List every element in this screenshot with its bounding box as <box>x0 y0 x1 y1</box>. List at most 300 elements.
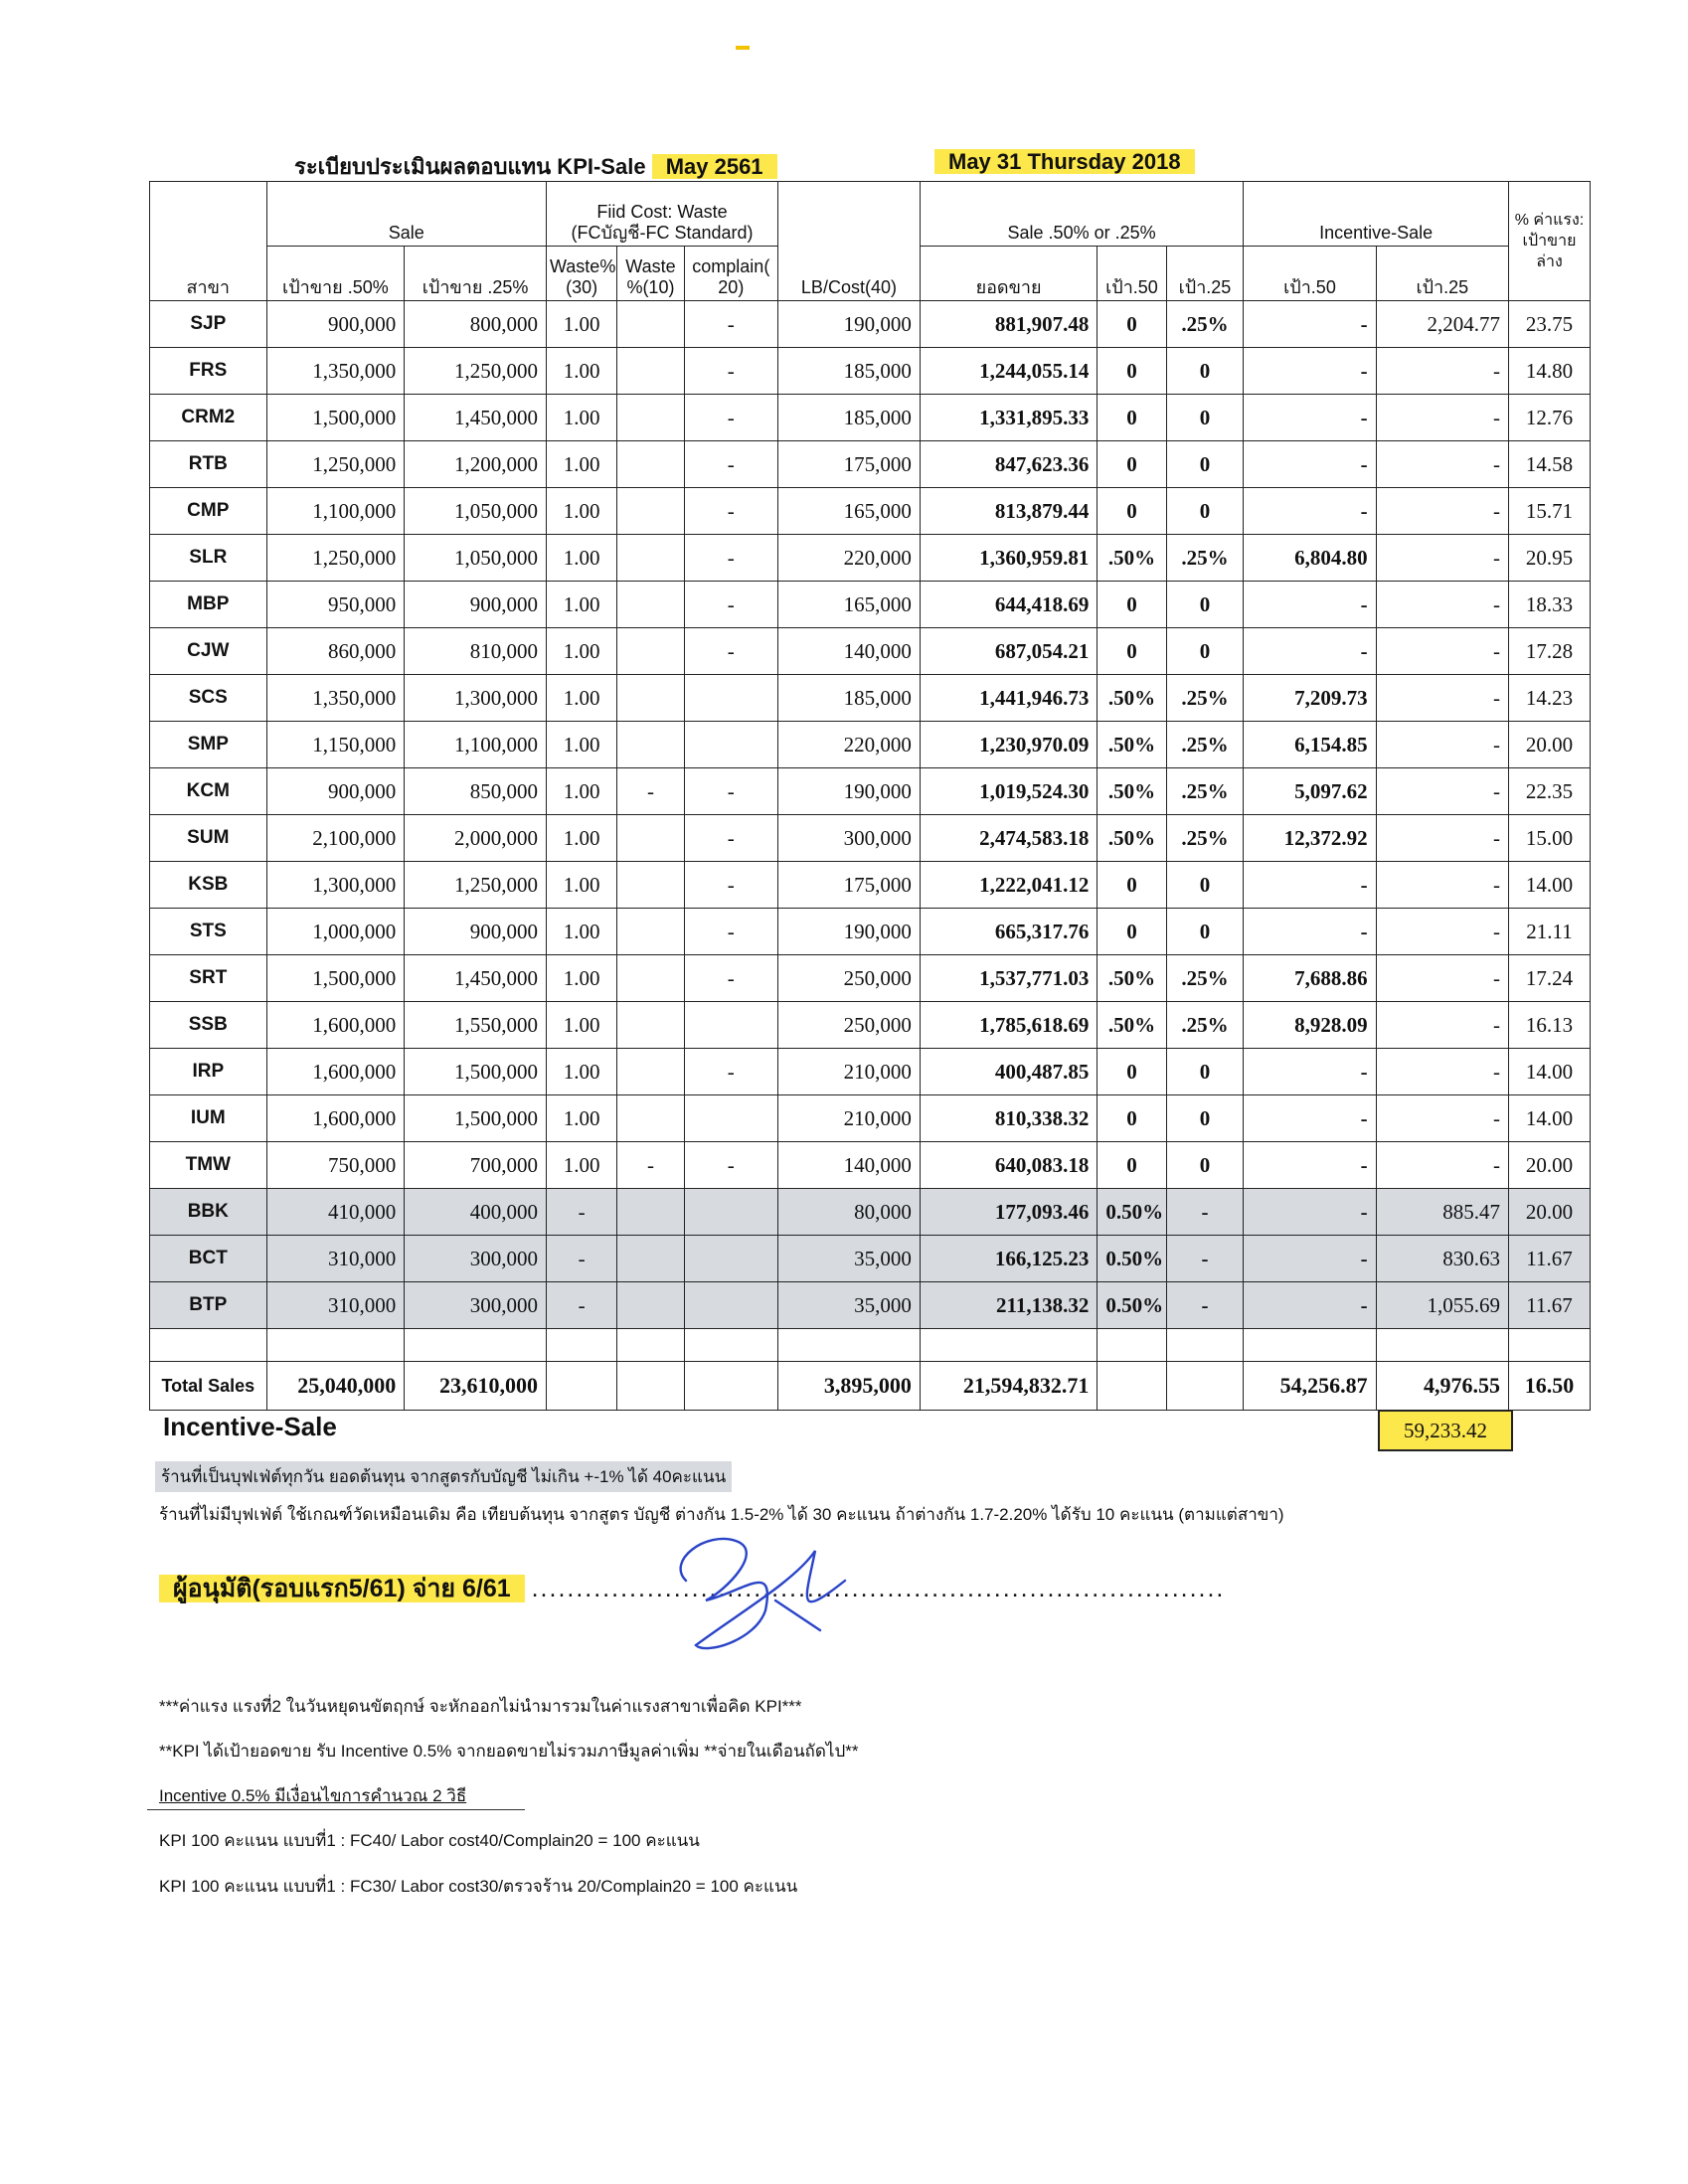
cell-waste-10 <box>617 1282 684 1329</box>
cell-target-50: 950,000 <box>266 582 405 628</box>
cell-inc-25: - <box>1376 628 1508 675</box>
cell-inc-25: 885.47 <box>1376 1189 1508 1236</box>
cell-branch: SMP <box>150 722 267 768</box>
blank-cell <box>920 1329 1097 1362</box>
cell-target-25: 850,000 <box>405 768 547 815</box>
cell-inc-50: - <box>1244 348 1376 395</box>
cell-waste-10: - <box>617 768 684 815</box>
cell-inc-25: - <box>1376 488 1508 535</box>
cell-branch: BBK <box>150 1189 267 1236</box>
table-row <box>150 441 1591 488</box>
page-title <box>294 149 777 184</box>
approver-label: ผู้อนุมัติ(รอบแรก5/61) จ่าย 6/61 <box>159 1575 525 1602</box>
cell-inc-25: - <box>1376 909 1508 955</box>
blank-cell <box>150 1329 267 1362</box>
cell-inc-25: - <box>1376 535 1508 582</box>
cell-target-50: 900,000 <box>266 301 405 348</box>
cell-pct-25: - <box>1166 1236 1244 1282</box>
blank-cell <box>1509 1329 1591 1362</box>
cell-pct-25: .25% <box>1166 1002 1244 1049</box>
cell-target-50: 1,350,000 <box>266 348 405 395</box>
cell-pct-25: .25% <box>1166 768 1244 815</box>
cell-pct-50: .50% <box>1097 955 1166 1002</box>
table-row <box>150 1189 1591 1236</box>
blank-cell <box>1166 1329 1244 1362</box>
cell-waste-10 <box>617 909 684 955</box>
cell-pct-50: .50% <box>1097 1002 1166 1049</box>
cell-inc-50: - <box>1244 909 1376 955</box>
hdr-sales: ยอดขาย <box>920 247 1097 301</box>
cell-inc-50: - <box>1244 1282 1376 1329</box>
cell-pct-50: 0 <box>1097 1142 1166 1189</box>
cell-inc-50: 5,097.62 <box>1244 768 1376 815</box>
cell-inc-50: - <box>1244 582 1376 628</box>
cell-waste-30: 1.00 <box>546 909 616 955</box>
cell-waste-10 <box>617 395 684 441</box>
cell-waste-30: 1.00 <box>546 722 616 768</box>
total-label: Total Sales <box>150 1362 267 1411</box>
cell-target-25: 1,250,000 <box>405 348 547 395</box>
cell-complain: - <box>684 1049 778 1095</box>
hdr-waste-10-l1: Waste <box>625 256 676 276</box>
cell-lb-cost: 185,000 <box>778 395 921 441</box>
cell-branch: BCT <box>150 1236 267 1282</box>
kpi-table-body <box>150 301 1591 1329</box>
cell-branch: SRT <box>150 955 267 1002</box>
cell-labor-pct: 21.11 <box>1509 909 1591 955</box>
title-date-text: May 31 Thursday 2018 <box>934 149 1195 174</box>
cell-waste-30: 1.00 <box>546 768 616 815</box>
cell-lb-cost: 190,000 <box>778 909 921 955</box>
cell-waste-30: 1.00 <box>546 1095 616 1142</box>
cell-complain: - <box>684 1142 778 1189</box>
table-row <box>150 675 1591 722</box>
cell-target-50: 2,100,000 <box>266 815 405 862</box>
cell-lb-cost: 140,000 <box>778 628 921 675</box>
note-method-2: KPI 100 คะแนน แบบที่1 : FC30/ Labor cost30/ตรวจร้าน 20/Complain20 = 100 คะแนน <box>159 1877 798 1896</box>
cell-target-50: 860,000 <box>266 628 405 675</box>
cell-labor-pct: 11.67 <box>1509 1236 1591 1282</box>
cell-lb-cost: 185,000 <box>778 348 921 395</box>
cell-target-25: 1,250,000 <box>405 862 547 909</box>
hdr-food-cost-line1: Fiid Cost: Waste <box>596 202 728 222</box>
blank-cell <box>405 1329 547 1362</box>
cell-target-25: 1,100,000 <box>405 722 547 768</box>
cell-labor-pct: 14.58 <box>1509 441 1591 488</box>
cell-sales: 1,222,041.12 <box>920 862 1097 909</box>
hdr-labor-pct: % ค่าแรง: เป้าขาย ล่าง <box>1509 182 1591 301</box>
table-row <box>150 768 1591 815</box>
cell-waste-10 <box>617 1236 684 1282</box>
cell-inc-50: - <box>1244 488 1376 535</box>
cell-sales: 1,331,895.33 <box>920 395 1097 441</box>
cell-lb-cost: 210,000 <box>778 1049 921 1095</box>
cell-waste-10 <box>617 488 684 535</box>
cell-branch: SLR <box>150 535 267 582</box>
cell-pct-25: - <box>1166 1189 1244 1236</box>
cell-complain: - <box>684 582 778 628</box>
cell-pct-50: .50% <box>1097 722 1166 768</box>
cell-inc-25: - <box>1376 395 1508 441</box>
cell-waste-30: 1.00 <box>546 955 616 1002</box>
cell-waste-30: 1.00 <box>546 348 616 395</box>
cell-sales: 400,487.85 <box>920 1049 1097 1095</box>
cell-target-25: 1,050,000 <box>405 535 547 582</box>
cell-labor-pct: 20.00 <box>1509 1142 1591 1189</box>
cell-waste-10 <box>617 441 684 488</box>
cell-pct-50: 0.50% <box>1097 1236 1166 1282</box>
total-inc-25: 4,976.55 <box>1376 1362 1508 1411</box>
cell-waste-10 <box>617 1049 684 1095</box>
cell-inc-50: 12,372.92 <box>1244 815 1376 862</box>
hdr-waste-30-l2: (30) <box>566 277 598 297</box>
cell-inc-25: - <box>1376 815 1508 862</box>
cell-complain: - <box>684 301 778 348</box>
cell-waste-10 <box>617 348 684 395</box>
blank-cell <box>617 1329 684 1362</box>
incentive-total: 59,233.42 <box>1378 1410 1513 1451</box>
cell-inc-25: - <box>1376 1095 1508 1142</box>
total-empty <box>684 1362 778 1411</box>
cell-inc-25: 1,055.69 <box>1376 1282 1508 1329</box>
divider <box>147 1809 525 1810</box>
cell-branch: BTP <box>150 1282 267 1329</box>
hdr-waste-10-l2: %(10) <box>626 277 675 297</box>
cell-waste-30: - <box>546 1236 616 1282</box>
cell-branch: SUM <box>150 815 267 862</box>
cell-lb-cost: 190,000 <box>778 301 921 348</box>
hdr-branch: สาขา <box>150 247 267 301</box>
cell-branch: RTB <box>150 441 267 488</box>
total-target-50: 25,040,000 <box>266 1362 405 1411</box>
cell-waste-30: 1.00 <box>546 395 616 441</box>
cell-waste-30: 1.00 <box>546 815 616 862</box>
total-empty <box>1097 1362 1166 1411</box>
cell-labor-pct: 14.00 <box>1509 1049 1591 1095</box>
table-row <box>150 1095 1591 1142</box>
cell-sales: 813,879.44 <box>920 488 1097 535</box>
title-month: May 2561 <box>652 154 777 179</box>
cell-pct-25: 0 <box>1166 348 1244 395</box>
cell-lb-cost: 250,000 <box>778 955 921 1002</box>
cell-labor-pct: 20.95 <box>1509 535 1591 582</box>
cell-waste-30: 1.00 <box>546 628 616 675</box>
cell-waste-30: 1.00 <box>546 675 616 722</box>
cell-lb-cost: 140,000 <box>778 1142 921 1189</box>
cell-pct-50: 0 <box>1097 395 1166 441</box>
cell-complain: - <box>684 815 778 862</box>
cell-pct-50: .50% <box>1097 535 1166 582</box>
blank-row <box>150 1329 1591 1362</box>
hdr-waste-30 <box>546 247 616 301</box>
cell-inc-25: 2,204.77 <box>1376 301 1508 348</box>
cell-target-50: 1,500,000 <box>266 955 405 1002</box>
cell-branch: SSB <box>150 1002 267 1049</box>
cell-pct-25: 0 <box>1166 441 1244 488</box>
cell-sales: 1,785,618.69 <box>920 1002 1097 1049</box>
cell-branch: SCS <box>150 675 267 722</box>
stray-mark <box>736 46 750 50</box>
cell-lb-cost: 80,000 <box>778 1189 921 1236</box>
cell-branch: CJW <box>150 628 267 675</box>
blank-cell <box>546 1329 616 1362</box>
table-row <box>150 582 1591 628</box>
note-buffet: ร้านที่เป็นบุฟเฟ่ต์ทุกวัน ยอดต้นทุน จากสูตรกับบัญชี ไม่เกิน +-1% ได้ 40คะแนน <box>155 1461 732 1492</box>
cell-target-50: 410,000 <box>266 1189 405 1236</box>
hdr-waste-30-l1: Waste% <box>549 256 616 276</box>
table-row <box>150 1049 1591 1095</box>
hdr-target-50: เป้าขาย .50% <box>266 247 405 301</box>
cell-branch: CRM2 <box>150 395 267 441</box>
cell-waste-10 <box>617 582 684 628</box>
total-lb-cost: 3,895,000 <box>778 1362 921 1411</box>
cell-waste-30: - <box>546 1189 616 1236</box>
cell-complain <box>684 1236 778 1282</box>
cell-complain: - <box>684 348 778 395</box>
cell-complain <box>684 1095 778 1142</box>
cell-target-50: 1,000,000 <box>266 909 405 955</box>
cell-inc-50: - <box>1244 441 1376 488</box>
cell-sales: 166,125.23 <box>920 1236 1097 1282</box>
cell-pct-50: .50% <box>1097 815 1166 862</box>
cell-target-50: 1,100,000 <box>266 488 405 535</box>
cell-target-50: 310,000 <box>266 1282 405 1329</box>
cell-pct-25: 0 <box>1166 862 1244 909</box>
cell-pct-25: .25% <box>1166 675 1244 722</box>
table-row <box>150 1282 1591 1329</box>
cell-pct-25: 0 <box>1166 1049 1244 1095</box>
cell-target-25: 1,450,000 <box>405 395 547 441</box>
cell-waste-30: 1.00 <box>546 1002 616 1049</box>
cell-sales: 1,244,055.14 <box>920 348 1097 395</box>
cell-target-25: 1,500,000 <box>405 1095 547 1142</box>
cell-waste-30: 1.00 <box>546 582 616 628</box>
cell-inc-25: - <box>1376 1002 1508 1049</box>
cell-inc-50: - <box>1244 628 1376 675</box>
hdr-waste-10 <box>617 247 684 301</box>
cell-inc-50: - <box>1244 1236 1376 1282</box>
cell-complain <box>684 1002 778 1049</box>
table-row <box>150 955 1591 1002</box>
note-method-1: KPI 100 คะแนน แบบที่1 : FC40/ Labor cost40/Complain20 = 100 คะแนน <box>159 1831 700 1850</box>
incentive-label: Incentive-Sale <box>163 1412 337 1441</box>
hdr-pct-50: เป้า.50 <box>1097 247 1166 301</box>
cell-target-50: 1,300,000 <box>266 862 405 909</box>
cell-complain: - <box>684 441 778 488</box>
cell-waste-10 <box>617 628 684 675</box>
cell-inc-50: 8,928.09 <box>1244 1002 1376 1049</box>
cell-complain <box>684 1189 778 1236</box>
cell-sales: 644,418.69 <box>920 582 1097 628</box>
cell-branch: IRP <box>150 1049 267 1095</box>
cell-waste-10 <box>617 815 684 862</box>
cell-inc-50: - <box>1244 1049 1376 1095</box>
cell-complain <box>684 1282 778 1329</box>
cell-target-25: 810,000 <box>405 628 547 675</box>
hdr-food-cost-group <box>546 182 777 247</box>
table-row <box>150 535 1591 582</box>
cell-lb-cost: 300,000 <box>778 815 921 862</box>
hdr-sale-pct-group: Sale .50% or .25% <box>920 182 1243 247</box>
cell-pct-25: 0 <box>1166 1142 1244 1189</box>
cell-waste-10 <box>617 675 684 722</box>
cell-labor-pct: 17.28 <box>1509 628 1591 675</box>
cell-inc-25: - <box>1376 722 1508 768</box>
hdr-complain-l1: complain( <box>692 256 770 276</box>
cell-target-25: 700,000 <box>405 1142 547 1189</box>
cell-inc-25: - <box>1376 675 1508 722</box>
cell-waste-10: - <box>617 1142 684 1189</box>
title-date <box>934 149 1195 175</box>
cell-lb-cost: 190,000 <box>778 768 921 815</box>
cell-complain: - <box>684 395 778 441</box>
note-kpi-incentive: **KPI ได้เป้ายอดขาย รับ Incentive 0.5% จากยอดขายไม่รวมภาษีมูลค่าเพิ่ม **จ่ายในเดือนถัดไป** <box>159 1742 859 1761</box>
total-empty <box>1166 1362 1244 1411</box>
cell-complain: - <box>684 488 778 535</box>
cell-labor-pct: 20.00 <box>1509 722 1591 768</box>
cell-branch: SJP <box>150 301 267 348</box>
total-empty <box>617 1362 684 1411</box>
hdr-branch-top <box>150 182 267 247</box>
cell-lb-cost: 35,000 <box>778 1282 921 1329</box>
cell-target-25: 800,000 <box>405 301 547 348</box>
cell-pct-25: 0 <box>1166 488 1244 535</box>
cell-lb-cost: 165,000 <box>778 582 921 628</box>
cell-waste-10 <box>617 301 684 348</box>
cell-pct-50: 0 <box>1097 582 1166 628</box>
cell-branch: IUM <box>150 1095 267 1142</box>
cell-inc-25: - <box>1376 348 1508 395</box>
signature-image <box>646 1521 905 1660</box>
table-row <box>150 909 1591 955</box>
cell-pct-50: 0 <box>1097 1049 1166 1095</box>
cell-sales: 177,093.46 <box>920 1189 1097 1236</box>
cell-pct-50: 0 <box>1097 348 1166 395</box>
cell-target-50: 1,250,000 <box>266 441 405 488</box>
cell-labor-pct: 15.71 <box>1509 488 1591 535</box>
cell-lb-cost: 35,000 <box>778 1236 921 1282</box>
cell-target-25: 300,000 <box>405 1236 547 1282</box>
table-row <box>150 1002 1591 1049</box>
cell-pct-25: 0 <box>1166 1095 1244 1142</box>
table-row <box>150 1142 1591 1189</box>
cell-labor-pct: 15.00 <box>1509 815 1591 862</box>
blank-cell <box>1097 1329 1166 1362</box>
cell-pct-50: 0 <box>1097 628 1166 675</box>
cell-pct-50: 0 <box>1097 301 1166 348</box>
cell-waste-30: 1.00 <box>546 1142 616 1189</box>
cell-pct-50: 0.50% <box>1097 1189 1166 1236</box>
cell-waste-10 <box>617 722 684 768</box>
cell-complain: - <box>684 955 778 1002</box>
cell-inc-50: - <box>1244 1142 1376 1189</box>
hdr-target-25: เป้าขาย .25% <box>405 247 547 301</box>
cell-target-25: 1,550,000 <box>405 1002 547 1049</box>
cell-target-25: 2,000,000 <box>405 815 547 862</box>
cell-target-25: 900,000 <box>405 582 547 628</box>
cell-target-25: 1,200,000 <box>405 441 547 488</box>
cell-pct-25: 0 <box>1166 909 1244 955</box>
cell-sales: 640,083.18 <box>920 1142 1097 1189</box>
cell-sales: 1,441,946.73 <box>920 675 1097 722</box>
cell-labor-pct: 11.67 <box>1509 1282 1591 1329</box>
hdr-inc-50: เป้า.50 <box>1244 247 1376 301</box>
cell-labor-pct: 20.00 <box>1509 1189 1591 1236</box>
cell-labor-pct: 23.75 <box>1509 301 1591 348</box>
cell-pct-50: 0 <box>1097 862 1166 909</box>
cell-target-25: 300,000 <box>405 1282 547 1329</box>
cell-sales: 1,019,524.30 <box>920 768 1097 815</box>
blank-cell <box>1376 1329 1508 1362</box>
cell-sales: 687,054.21 <box>920 628 1097 675</box>
cell-pct-50: 0 <box>1097 441 1166 488</box>
table-row <box>150 722 1591 768</box>
cell-sales: 1,360,959.81 <box>920 535 1097 582</box>
note-labor: ***ค่าแรง แรงที่2 ในวันหยุดนขัตฤกษ์ จะหักออกไม่นำมารวมในค่าแรงสาขาเพื่อคิด KPI*** <box>159 1697 802 1716</box>
cell-target-50: 1,500,000 <box>266 395 405 441</box>
group-header-row <box>150 182 1591 247</box>
cell-waste-10 <box>617 1189 684 1236</box>
hdr-incentive-group: Incentive-Sale <box>1244 182 1509 247</box>
cell-inc-25: - <box>1376 1142 1508 1189</box>
cell-sales: 665,317.76 <box>920 909 1097 955</box>
cell-lb-cost: 210,000 <box>778 1095 921 1142</box>
cell-pct-50: 0.50% <box>1097 1282 1166 1329</box>
cell-pct-25: .25% <box>1166 722 1244 768</box>
total-empty <box>546 1362 616 1411</box>
cell-waste-10 <box>617 1095 684 1142</box>
table-row <box>150 488 1591 535</box>
cell-pct-25: .25% <box>1166 535 1244 582</box>
cell-lb-cost: 250,000 <box>778 1002 921 1049</box>
cell-target-25: 900,000 <box>405 909 547 955</box>
cell-lb-cost: 220,000 <box>778 722 921 768</box>
cell-inc-50: - <box>1244 395 1376 441</box>
cell-lb-cost: 185,000 <box>778 675 921 722</box>
kpi-table <box>149 181 1591 1411</box>
hdr-lb-top <box>778 182 921 247</box>
cell-lb-cost: 220,000 <box>778 535 921 582</box>
hdr-inc-25: เป้า.25 <box>1376 247 1508 301</box>
table-row <box>150 1236 1591 1282</box>
hdr-food-cost-line2: (FCบัญชี-FC Standard) <box>571 223 754 243</box>
cell-inc-25: - <box>1376 862 1508 909</box>
cell-waste-30: 1.00 <box>546 488 616 535</box>
cell-sales: 1,230,970.09 <box>920 722 1097 768</box>
cell-waste-10 <box>617 1002 684 1049</box>
cell-pct-50: 0 <box>1097 909 1166 955</box>
hdr-sale-group: Sale <box>266 182 546 247</box>
hdr-complain-l2: 20) <box>718 277 745 297</box>
cell-pct-50: 0 <box>1097 488 1166 535</box>
total-inc-50: 54,256.87 <box>1244 1362 1376 1411</box>
cell-labor-pct: 17.24 <box>1509 955 1591 1002</box>
cell-waste-30: 1.00 <box>546 1049 616 1095</box>
cell-target-25: 400,000 <box>405 1189 547 1236</box>
cell-sales: 211,138.32 <box>920 1282 1097 1329</box>
total-target-25: 23,610,000 <box>405 1362 547 1411</box>
cell-waste-30: 1.00 <box>546 862 616 909</box>
cell-waste-30: 1.00 <box>546 301 616 348</box>
cell-lb-cost: 165,000 <box>778 488 921 535</box>
title-text: ระเบียบประเมินผลตอบแทน KPI-Sale <box>294 154 646 179</box>
cell-pct-25: .25% <box>1166 815 1244 862</box>
cell-complain: - <box>684 862 778 909</box>
note-conditions: Incentive 0.5% มีเงื่อนไขการคำนวณ 2 วิธี <box>159 1786 467 1805</box>
table-row <box>150 301 1591 348</box>
cell-labor-pct: 14.00 <box>1509 1095 1591 1142</box>
cell-waste-30: - <box>546 1282 616 1329</box>
